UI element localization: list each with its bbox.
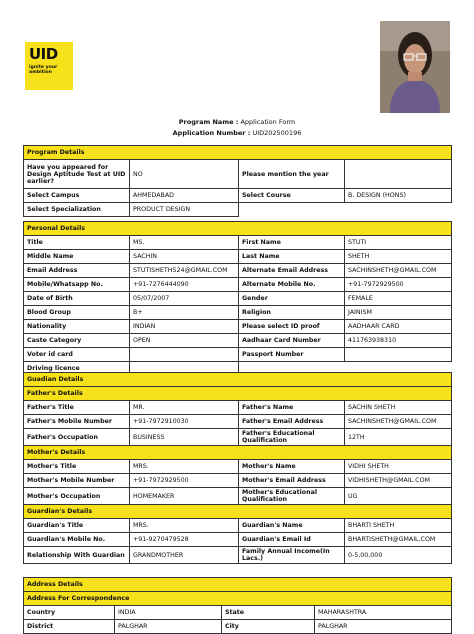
field-value: +91-7972929500	[130, 474, 239, 488]
field-value: INDIA	[115, 606, 222, 620]
address-rows	[24, 606, 452, 634]
field-label: Driving licence	[24, 362, 130, 376]
field-label: Aadhaar Card Number	[239, 334, 345, 348]
field-label: Last Name	[239, 250, 345, 264]
section-header	[24, 578, 452, 592]
table-row	[24, 160, 452, 189]
empty-cell	[239, 203, 345, 217]
field-value: 05/07/2007	[130, 292, 239, 306]
field-value: FEMALE	[345, 292, 452, 306]
field-value: STUTI	[345, 236, 452, 250]
field-label: Blood Group	[24, 306, 130, 320]
section-header	[24, 592, 452, 606]
table-row	[24, 278, 452, 292]
table-row	[24, 189, 452, 203]
program-details-table	[23, 145, 452, 217]
field-label: Mother's Educational Qualification	[239, 488, 345, 505]
field-label: Mother's Occupation	[24, 488, 130, 505]
field-value: MAHARASHTRA	[315, 606, 452, 620]
field-label: Father's Email Address	[239, 415, 345, 429]
field-label: State	[222, 606, 315, 620]
table-row	[24, 334, 452, 348]
mother-details-title: Mother's Details	[24, 446, 452, 460]
section-header	[24, 373, 452, 387]
field-label: Mother's Mobile Number	[24, 474, 130, 488]
program-name-value: Application Form	[240, 118, 296, 126]
guardian-rows	[24, 519, 452, 564]
field-label: First Name	[239, 236, 345, 250]
field-value: PALGHAR	[115, 620, 222, 634]
field-value: MS.	[130, 236, 239, 250]
program-name-line	[0, 118, 474, 126]
field-value: PRODUCT DESIGN	[130, 203, 239, 217]
logo-tagline	[29, 65, 69, 75]
field-label: Date of Birth	[24, 292, 130, 306]
section-header	[24, 222, 452, 236]
field-value: BUSINESS	[130, 429, 239, 446]
field-value: B+	[130, 306, 239, 320]
logo-tagline-line-2: ambition	[29, 70, 52, 75]
father-details-title: Father's Details	[24, 387, 452, 401]
field-label: Guardian's Email Id	[239, 533, 345, 547]
table-row	[24, 606, 452, 620]
table-row	[24, 547, 452, 564]
field-label: Father's Mobile Number	[24, 415, 130, 429]
table-row	[24, 306, 452, 320]
field-value	[345, 160, 452, 189]
table-row	[24, 264, 452, 278]
field-value: HOMEMAKER	[130, 488, 239, 505]
field-label: Passport Number	[239, 348, 345, 362]
field-label: Have you appeared for Design Aptitude Test at UID earlier?	[24, 160, 130, 189]
table-row	[24, 401, 452, 415]
field-value: MRS.	[130, 460, 239, 474]
field-label: Voter id card	[24, 348, 130, 362]
logo-tagline-line-1: ignite your	[29, 65, 58, 70]
field-label: Alternate Mobile No.	[239, 278, 345, 292]
table-row	[24, 620, 452, 634]
field-label: Guardian's Mobile No.	[24, 533, 130, 547]
personal-details-title: Personal Details	[24, 222, 452, 236]
field-label: Mother's Email Address	[239, 474, 345, 488]
field-value: STUTISHETH524@GMAIL.COM	[130, 264, 239, 278]
uid-logo	[25, 42, 73, 90]
field-label: Guardian's Name	[239, 519, 345, 533]
table-row	[24, 488, 452, 505]
field-value: MRS.	[130, 519, 239, 533]
field-label: Middle Name	[24, 250, 130, 264]
field-value: 0-5,00,000	[345, 547, 452, 564]
table-row	[24, 429, 452, 446]
field-label: Email Address	[24, 264, 130, 278]
table-row	[24, 460, 452, 474]
field-value: PALGHAR	[315, 620, 452, 634]
field-label: Family Annual Income(In Lacs.)	[239, 547, 345, 564]
field-value	[345, 348, 452, 362]
program-name-label: Program Name :	[178, 118, 239, 126]
field-value: SACHINSHETH@GMAIL.COM	[345, 264, 452, 278]
field-value: +91-7972929500	[345, 278, 452, 292]
father-rows	[24, 401, 452, 446]
field-label: Mobile/Whatsapp No.	[24, 278, 130, 292]
personal-rows	[24, 236, 452, 362]
field-label: Select Specialization	[24, 203, 130, 217]
table-row	[24, 415, 452, 429]
field-label: Please mention the year	[239, 160, 345, 189]
table-row	[24, 203, 452, 217]
field-label: Select Campus	[24, 189, 130, 203]
field-value: VIDHISHETH@GMAIL.COM	[345, 474, 452, 488]
field-label: Caste Category	[24, 334, 130, 348]
field-value: SACHIN	[130, 250, 239, 264]
field-label: Mother's Name	[239, 460, 345, 474]
field-value: +91-7972910030	[130, 415, 239, 429]
field-value: INDIAN	[130, 320, 239, 334]
field-value: BHARTI SHETH	[345, 519, 452, 533]
field-value: UG	[345, 488, 452, 505]
field-value	[130, 348, 239, 362]
field-label: District	[24, 620, 115, 634]
correspondence-address-title: Address For Correspondence	[24, 592, 452, 606]
guardian-details-table	[23, 372, 452, 564]
section-header	[24, 505, 452, 519]
address-details-title: Address Details	[24, 578, 452, 592]
application-number-line	[0, 129, 474, 137]
field-value: 411763938310	[345, 334, 452, 348]
table-row	[24, 236, 452, 250]
field-value: JAINISM	[345, 306, 452, 320]
field-label: Country	[24, 606, 115, 620]
empty-cell	[345, 203, 452, 217]
field-label: Father's Name	[239, 401, 345, 415]
section-header	[24, 387, 452, 401]
guardians-details-title: Guardian's Details	[24, 505, 452, 519]
field-value: +91-9270479528	[130, 533, 239, 547]
field-value: NO	[130, 160, 239, 189]
field-value: SHETH	[345, 250, 452, 264]
table-row	[24, 519, 452, 533]
field-label: Alternate Email Address	[239, 264, 345, 278]
field-label: Mother's Title	[24, 460, 130, 474]
table-row	[24, 250, 452, 264]
field-label: City	[222, 620, 315, 634]
field-value: SACHINSHETH@GMAIL.COM	[345, 415, 452, 429]
table-row	[24, 348, 452, 362]
application-number-value: UID202500196	[252, 129, 302, 137]
table-row	[24, 474, 452, 488]
guardian-details-title: Guadian Details	[24, 373, 452, 387]
address-details-table	[23, 577, 452, 634]
table-row	[24, 533, 452, 547]
field-value: 12TH	[345, 429, 452, 446]
field-value: +91-7276444090	[130, 278, 239, 292]
field-label: Guardian's Title	[24, 519, 130, 533]
field-value: GRANDMOTHER	[130, 547, 239, 564]
field-label: Title	[24, 236, 130, 250]
personal-details-table	[23, 221, 452, 376]
field-label: Father's Occupation	[24, 429, 130, 446]
field-value: MR.	[130, 401, 239, 415]
section-header	[24, 446, 452, 460]
field-value: AHMEDABAD	[130, 189, 239, 203]
field-label: Nationality	[24, 320, 130, 334]
table-row	[24, 320, 452, 334]
field-value: OPEN	[130, 334, 239, 348]
field-label: Father's Educational Qualification	[239, 429, 345, 446]
field-value: BHARTISHETH@GMAIL.COM	[345, 533, 452, 547]
applicant-photo	[380, 21, 450, 113]
field-label: Religion	[239, 306, 345, 320]
field-label: Father's Title	[24, 401, 130, 415]
field-label: Gender	[239, 292, 345, 306]
mother-rows	[24, 460, 452, 505]
program-details-title: Program Details	[24, 146, 452, 160]
field-value: VIDHI SHETH	[345, 460, 452, 474]
field-value: AADHAAR CARD	[345, 320, 452, 334]
table-row	[24, 292, 452, 306]
field-value: B. DESIGN (HONS)	[345, 189, 452, 203]
logo-text: UID	[29, 45, 58, 63]
field-label: Relationship With Guardian	[24, 547, 130, 564]
field-label: Select Course	[239, 189, 345, 203]
field-value: SACHIN SHETH	[345, 401, 452, 415]
application-number-label: Application Number :	[172, 129, 251, 137]
field-label: Please select ID proof	[239, 320, 345, 334]
section-header	[24, 146, 452, 160]
